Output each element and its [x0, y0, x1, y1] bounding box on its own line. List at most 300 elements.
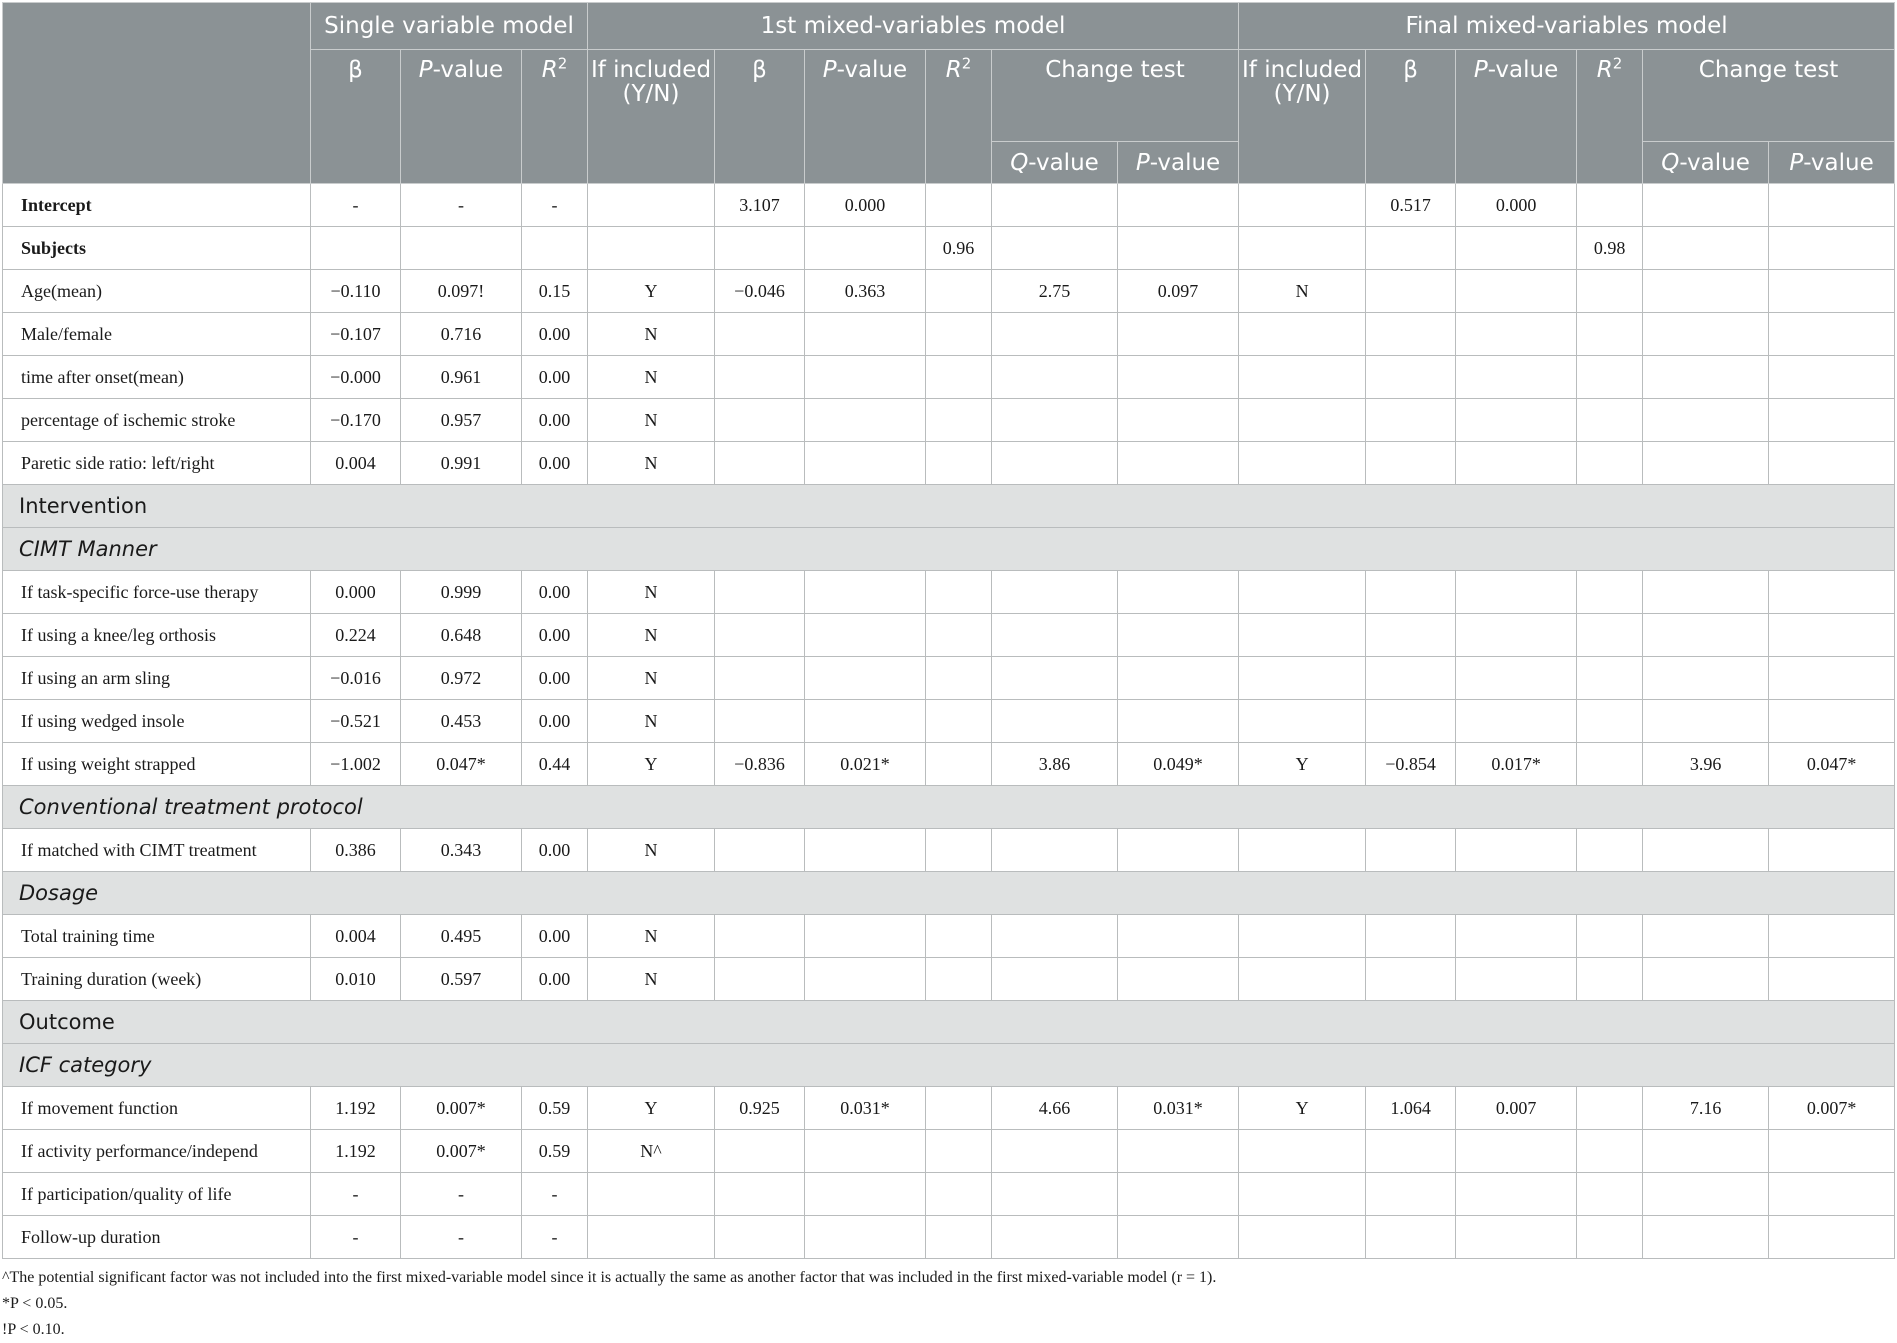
table-cell	[1239, 356, 1366, 399]
table-cell: 0.000	[805, 184, 926, 227]
results-table	[2, 2, 1895, 1259]
table-cell: -	[311, 1216, 401, 1259]
table-cell	[805, 442, 926, 485]
table-cell	[1769, 1173, 1895, 1216]
table-row	[3, 184, 1895, 227]
table-cell	[926, 829, 992, 872]
table-cell	[1577, 1130, 1643, 1173]
table-cell: 0.224	[311, 614, 401, 657]
table-cell	[1239, 700, 1366, 743]
table-row	[3, 313, 1895, 356]
table-cell	[1239, 227, 1366, 270]
table-cell	[1118, 184, 1239, 227]
col-r2: $R^2$	[1577, 50, 1643, 184]
table-cell	[1643, 356, 1769, 399]
table-cell	[992, 700, 1118, 743]
table-cell	[1366, 829, 1456, 872]
section-row	[3, 786, 1895, 829]
table-cell: 0.59	[522, 1087, 588, 1130]
col-p-value: P-value	[401, 50, 522, 184]
table-cell	[715, 399, 805, 442]
col-change-test: Change test	[1643, 50, 1895, 142]
col-p-value: P-value	[1118, 142, 1239, 184]
table-cell	[1643, 614, 1769, 657]
table-cell	[1769, 270, 1895, 313]
table-cell	[992, 1216, 1118, 1259]
table-cell: 7.16	[1643, 1087, 1769, 1130]
table-cell: 0.007*	[401, 1087, 522, 1130]
col-change-test: Change test	[992, 50, 1239, 142]
table-cell	[1577, 958, 1643, 1001]
table-cell	[992, 184, 1118, 227]
table-cell: 0.98	[1577, 227, 1643, 270]
table-cell	[1239, 1173, 1366, 1216]
table-cell: 0.00	[522, 700, 588, 743]
row-label: If activity performance/independ	[3, 1130, 311, 1173]
table-cell	[926, 442, 992, 485]
group-header-first: 1st mixed-variables model	[588, 3, 1239, 50]
table-cell: N	[588, 700, 715, 743]
table-cell	[1118, 1173, 1239, 1216]
col-beta: β	[311, 50, 401, 184]
table-cell	[1577, 1173, 1643, 1216]
table-cell: -	[311, 184, 401, 227]
table-cell: -	[401, 1173, 522, 1216]
row-label: If matched with CIMT treatment	[3, 829, 311, 872]
table-cell	[1366, 958, 1456, 1001]
table-cell	[715, 313, 805, 356]
row-label: Subjects	[3, 227, 311, 270]
table-cell	[1769, 915, 1895, 958]
table-cell: Y	[1239, 743, 1366, 786]
table-row	[3, 1216, 1895, 1259]
table-cell: 3.107	[715, 184, 805, 227]
table-cell	[1577, 915, 1643, 958]
row-label: Intercept	[3, 184, 311, 227]
table-cell	[926, 356, 992, 399]
table-cell: -	[401, 1216, 522, 1259]
row-label: time after onset(mean)	[3, 356, 311, 399]
row-label: If using weight strapped	[3, 743, 311, 786]
table-cell	[1456, 958, 1577, 1001]
table-row	[3, 657, 1895, 700]
table-cell	[1769, 700, 1895, 743]
table-cell	[1643, 1130, 1769, 1173]
table-cell	[715, 958, 805, 1001]
table-row	[3, 958, 1895, 1001]
table-cell	[1577, 743, 1643, 786]
section-label: ICF category	[3, 1044, 1895, 1087]
table-cell	[926, 958, 992, 1001]
row-label: If participation/quality of life	[3, 1173, 311, 1216]
table-cell: 0.004	[311, 442, 401, 485]
table-cell	[715, 1130, 805, 1173]
table-cell: −0.521	[311, 700, 401, 743]
col-r2: $R^2$	[926, 50, 992, 184]
table-cell	[1118, 958, 1239, 1001]
table-cell: Y	[588, 743, 715, 786]
table-cell	[1456, 829, 1577, 872]
table-cell	[1456, 915, 1577, 958]
table-cell	[715, 829, 805, 872]
table-cell	[1769, 958, 1895, 1001]
table-cell	[1366, 1216, 1456, 1259]
table-cell	[926, 1087, 992, 1130]
table-row	[3, 1173, 1895, 1216]
table-cell	[1456, 1173, 1577, 1216]
table-cell	[1366, 356, 1456, 399]
table-cell	[1769, 356, 1895, 399]
table-cell	[1769, 657, 1895, 700]
table-cell	[805, 915, 926, 958]
table-cell	[1769, 571, 1895, 614]
header-corner	[3, 3, 311, 184]
table-cell	[1118, 700, 1239, 743]
table-cell	[401, 227, 522, 270]
table-cell: 0.00	[522, 399, 588, 442]
section-label: Dosage	[3, 872, 1895, 915]
table-cell: -	[311, 1173, 401, 1216]
section-label: CIMT Manner	[3, 528, 1895, 571]
table-cell: 0.031*	[805, 1087, 926, 1130]
col-beta: β	[715, 50, 805, 184]
table-cell	[926, 1130, 992, 1173]
table-cell: −0.046	[715, 270, 805, 313]
table-cell: 0.000	[311, 571, 401, 614]
table-cell: 0.495	[401, 915, 522, 958]
table-cell	[926, 399, 992, 442]
table-cell: −0.016	[311, 657, 401, 700]
table-row	[3, 442, 1895, 485]
col-if-included: If included (Y/N)	[588, 50, 715, 184]
table-cell: -	[401, 184, 522, 227]
table-cell	[1456, 442, 1577, 485]
table-row	[3, 356, 1895, 399]
table-row	[3, 915, 1895, 958]
table-cell	[588, 227, 715, 270]
table-cell: 0.648	[401, 614, 522, 657]
section-row	[3, 872, 1895, 915]
table-cell	[1643, 442, 1769, 485]
table-cell: −0.854	[1366, 743, 1456, 786]
row-label: Male/female	[3, 313, 311, 356]
table-cell	[1577, 399, 1643, 442]
table-cell	[1577, 356, 1643, 399]
table-cell	[1456, 313, 1577, 356]
table-cell: 0.00	[522, 313, 588, 356]
section-row	[3, 528, 1895, 571]
table-cell	[1643, 184, 1769, 227]
table-cell	[1239, 313, 1366, 356]
table-cell	[926, 571, 992, 614]
table-cell	[1118, 829, 1239, 872]
table-cell	[1643, 399, 1769, 442]
table-cell	[1577, 829, 1643, 872]
table-cell	[1456, 571, 1577, 614]
table-cell: −0.170	[311, 399, 401, 442]
table-cell: 0.097!	[401, 270, 522, 313]
table-cell: 0.363	[805, 270, 926, 313]
table-cell: N^	[588, 1130, 715, 1173]
table-cell	[588, 1216, 715, 1259]
group-header-final: Final mixed-variables model	[1239, 3, 1895, 50]
row-label: Training duration (week)	[3, 958, 311, 1001]
table-cell	[1239, 184, 1366, 227]
table-cell: 3.86	[992, 743, 1118, 786]
table-cell	[715, 227, 805, 270]
table-cell	[1577, 700, 1643, 743]
table-cell	[1456, 399, 1577, 442]
table-cell: 0.00	[522, 614, 588, 657]
table-cell	[1456, 614, 1577, 657]
table-cell	[715, 356, 805, 399]
section-label: Intervention	[3, 485, 1895, 528]
table-cell	[715, 700, 805, 743]
table-cell	[1239, 829, 1366, 872]
table-cell	[926, 700, 992, 743]
table-cell	[805, 657, 926, 700]
table-cell: -	[522, 184, 588, 227]
table-cell	[805, 958, 926, 1001]
table-cell: −0.110	[311, 270, 401, 313]
table-cell	[992, 313, 1118, 356]
table-row	[3, 270, 1895, 313]
table-cell: 0.961	[401, 356, 522, 399]
table-cell	[1577, 270, 1643, 313]
table-cell	[805, 1173, 926, 1216]
table-cell: 0.453	[401, 700, 522, 743]
table-cell	[926, 915, 992, 958]
table-cell: −0.000	[311, 356, 401, 399]
table-cell	[992, 442, 1118, 485]
table-cell	[522, 227, 588, 270]
table-cell: 0.047*	[401, 743, 522, 786]
table-cell	[805, 1130, 926, 1173]
table-cell	[992, 571, 1118, 614]
table-cell	[1769, 1216, 1895, 1259]
table-cell	[1643, 700, 1769, 743]
table-cell	[1366, 442, 1456, 485]
table-cell	[992, 1130, 1118, 1173]
table-cell	[1643, 1216, 1769, 1259]
table-cell: N	[588, 829, 715, 872]
table-cell: 0.000	[1456, 184, 1577, 227]
table-cell: 0.010	[311, 958, 401, 1001]
table-cell: 0.007*	[1769, 1087, 1895, 1130]
table-cell: N	[588, 958, 715, 1001]
row-label: Age(mean)	[3, 270, 311, 313]
table-cell: N	[1239, 270, 1366, 313]
row-label: Follow-up duration	[3, 1216, 311, 1259]
row-label: percentage of ischemic stroke	[3, 399, 311, 442]
table-row	[3, 571, 1895, 614]
table-row	[3, 227, 1895, 270]
table-cell: 0.017*	[1456, 743, 1577, 786]
table-cell	[1239, 571, 1366, 614]
table-cell	[1643, 270, 1769, 313]
table-cell	[1577, 442, 1643, 485]
col-q-value: Q-value	[992, 142, 1118, 184]
table-cell	[588, 1173, 715, 1216]
table-cell	[1577, 614, 1643, 657]
table-cell	[1577, 184, 1643, 227]
table-cell: 1.192	[311, 1130, 401, 1173]
table-cell: 4.66	[992, 1087, 1118, 1130]
table-cell	[715, 915, 805, 958]
table-cell	[588, 184, 715, 227]
table-cell	[1118, 313, 1239, 356]
table-cell	[311, 227, 401, 270]
table-cell	[1239, 657, 1366, 700]
table-body	[3, 184, 1895, 1259]
table-cell	[715, 657, 805, 700]
section-row	[3, 485, 1895, 528]
table-cell	[926, 313, 992, 356]
table-cell: -	[522, 1216, 588, 1259]
table-cell	[805, 356, 926, 399]
table-cell	[992, 356, 1118, 399]
table-cell	[1118, 227, 1239, 270]
table-cell: 0.047*	[1769, 743, 1895, 786]
table-cell	[1769, 442, 1895, 485]
table-cell: N	[588, 915, 715, 958]
table-cell: 0.999	[401, 571, 522, 614]
table-cell: 0.991	[401, 442, 522, 485]
table-cell	[1456, 356, 1577, 399]
table-cell: 0.007*	[401, 1130, 522, 1173]
footnotes	[2, 1265, 1894, 1343]
table-cell	[1366, 1173, 1456, 1216]
table-cell: −0.836	[715, 743, 805, 786]
table-cell: −0.107	[311, 313, 401, 356]
col-q-value: Q-value	[1643, 142, 1769, 184]
col-p-value: P-value	[805, 50, 926, 184]
table-row	[3, 700, 1895, 743]
table-cell	[805, 227, 926, 270]
table-cell	[1577, 571, 1643, 614]
table-cell	[1456, 700, 1577, 743]
table-cell	[1643, 829, 1769, 872]
table-cell	[805, 571, 926, 614]
table-cell	[1643, 915, 1769, 958]
table-cell	[1643, 958, 1769, 1001]
table-cell	[1118, 442, 1239, 485]
table-cell	[1643, 313, 1769, 356]
table-row	[3, 399, 1895, 442]
table-cell	[1118, 571, 1239, 614]
table-row	[3, 614, 1895, 657]
table-cell	[1577, 1087, 1643, 1130]
table-cell: N	[588, 571, 715, 614]
table-cell: N	[588, 399, 715, 442]
table-cell	[1239, 915, 1366, 958]
table-cell	[805, 829, 926, 872]
table-cell: 0.00	[522, 571, 588, 614]
table-cell: 0.007	[1456, 1087, 1577, 1130]
footnote-significance: *P < 0.05.	[2, 1295, 68, 1312]
table-cell	[805, 614, 926, 657]
table-cell	[1366, 614, 1456, 657]
table-cell	[1366, 700, 1456, 743]
table-cell	[1643, 227, 1769, 270]
table-cell	[1456, 270, 1577, 313]
table-cell: Y	[588, 1087, 715, 1130]
table-cell: 0.343	[401, 829, 522, 872]
table-cell	[926, 614, 992, 657]
table-cell	[992, 915, 1118, 958]
table-cell	[1456, 657, 1577, 700]
table-cell	[992, 958, 1118, 1001]
table-cell: 3.96	[1643, 743, 1769, 786]
table-cell: 0.59	[522, 1130, 588, 1173]
table-cell: 0.517	[1366, 184, 1456, 227]
table-cell	[1366, 227, 1456, 270]
table-cell	[1643, 1173, 1769, 1216]
table-cell	[992, 657, 1118, 700]
table-cell: 0.15	[522, 270, 588, 313]
table-row	[3, 829, 1895, 872]
table-cell	[1366, 1130, 1456, 1173]
table-cell	[1366, 399, 1456, 442]
table-cell: 0.021*	[805, 743, 926, 786]
table-cell: 0.716	[401, 313, 522, 356]
table-cell	[926, 270, 992, 313]
table-cell: 0.957	[401, 399, 522, 442]
table-cell	[1366, 270, 1456, 313]
table-cell	[715, 1173, 805, 1216]
table-cell: N	[588, 614, 715, 657]
table-cell: 0.00	[522, 657, 588, 700]
table-cell	[805, 700, 926, 743]
section-label: Conventional treatment protocol	[3, 786, 1895, 829]
table-cell: 0.96	[926, 227, 992, 270]
table-cell	[715, 442, 805, 485]
table-cell	[926, 184, 992, 227]
table-cell: N	[588, 356, 715, 399]
row-label: Paretic side ratio: left/right	[3, 442, 311, 485]
table-cell	[1769, 227, 1895, 270]
table-cell	[1366, 571, 1456, 614]
table-cell	[1643, 657, 1769, 700]
table-cell	[1366, 313, 1456, 356]
table-cell	[1239, 1216, 1366, 1259]
table-cell	[805, 313, 926, 356]
table-cell	[1118, 399, 1239, 442]
table-header	[3, 3, 1895, 184]
table-cell: 0.597	[401, 958, 522, 1001]
table-cell: N	[588, 442, 715, 485]
table-cell	[926, 657, 992, 700]
table-cell	[1366, 657, 1456, 700]
table-cell	[992, 227, 1118, 270]
table-cell	[1769, 829, 1895, 872]
table-cell: 0.386	[311, 829, 401, 872]
col-if-included: If included (Y/N)	[1239, 50, 1366, 184]
table-cell	[1118, 1130, 1239, 1173]
table-cell	[1239, 958, 1366, 1001]
table-cell	[1118, 915, 1239, 958]
table-cell: 1.192	[311, 1087, 401, 1130]
table-cell: Y	[588, 270, 715, 313]
table-cell	[1239, 399, 1366, 442]
footnote-caret: ^The potential significant factor was not included into the first mixed-variable model since it is actually the same as another factor that was included in the first mixed-variable model (r = 1).	[2, 1269, 1217, 1286]
section-row	[3, 1001, 1895, 1044]
table-cell	[1239, 614, 1366, 657]
table-cell: 2.75	[992, 270, 1118, 313]
table-cell	[926, 743, 992, 786]
table-cell	[1577, 657, 1643, 700]
table-cell: 1.064	[1366, 1087, 1456, 1130]
